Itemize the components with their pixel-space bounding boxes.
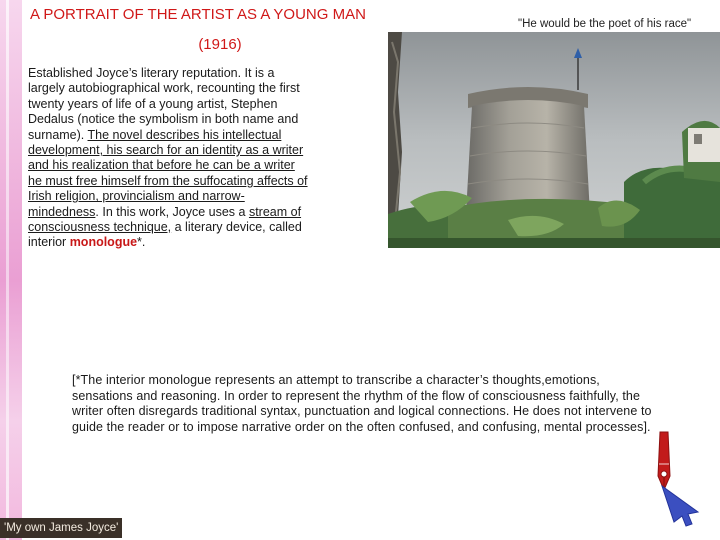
cursor-arrow-icon	[662, 486, 698, 526]
body-text-3: a literary device, called interior	[28, 220, 302, 250]
martello-tower-photo	[388, 32, 720, 248]
slide-title: A PORTRAIT OF THE ARTIST AS A YOUNG MAN	[30, 6, 366, 23]
monologue-highlight: monologue	[69, 235, 138, 250]
body-text-1: Established Joyce’s literary reputation. It is a largely autobiographical work, recounting the first twenty years of life of a young artist, Stephen Dedalus (notice the symbolism in both name and surname).	[28, 66, 300, 142]
underlined-passage: The novel describes his intellectual development, his search for an identity as a writer and his realization that before he can be a writer he must free himself from the suffocating affects of Irish religion, provincialism and narrow-mindedness	[28, 127, 308, 219]
quote-text: "He would be the poet of his race"	[518, 18, 692, 30]
stream-of-consciousness-passage: stream of consciousness technique,	[28, 204, 302, 235]
decorative-sidebar	[0, 0, 22, 540]
sidebar-stripe	[6, 0, 9, 540]
body-text-2: . In this work, Joyce uses a	[95, 204, 249, 219]
body-text-4: *.	[137, 235, 146, 250]
body-paragraph	[28, 66, 308, 251]
tower-illustration	[388, 32, 720, 248]
image-caption: 'My own James Joyce'	[0, 518, 122, 538]
publication-year: (1916)	[198, 36, 242, 53]
footnote-paragraph: [*The interior monologue represents an attempt to transcribe a character’s thoughts,emotions, sensations and reasoning. In order to represent the rhythm of the flow of consciousness faithfully, the writer often disregards traditional syntax, punctuation and logical connections. He does not intervene to guide the reader or to impose narrative order on the often confused, and confusing, mental processes].	[72, 373, 652, 434]
fountain-pen-icon	[640, 428, 710, 528]
